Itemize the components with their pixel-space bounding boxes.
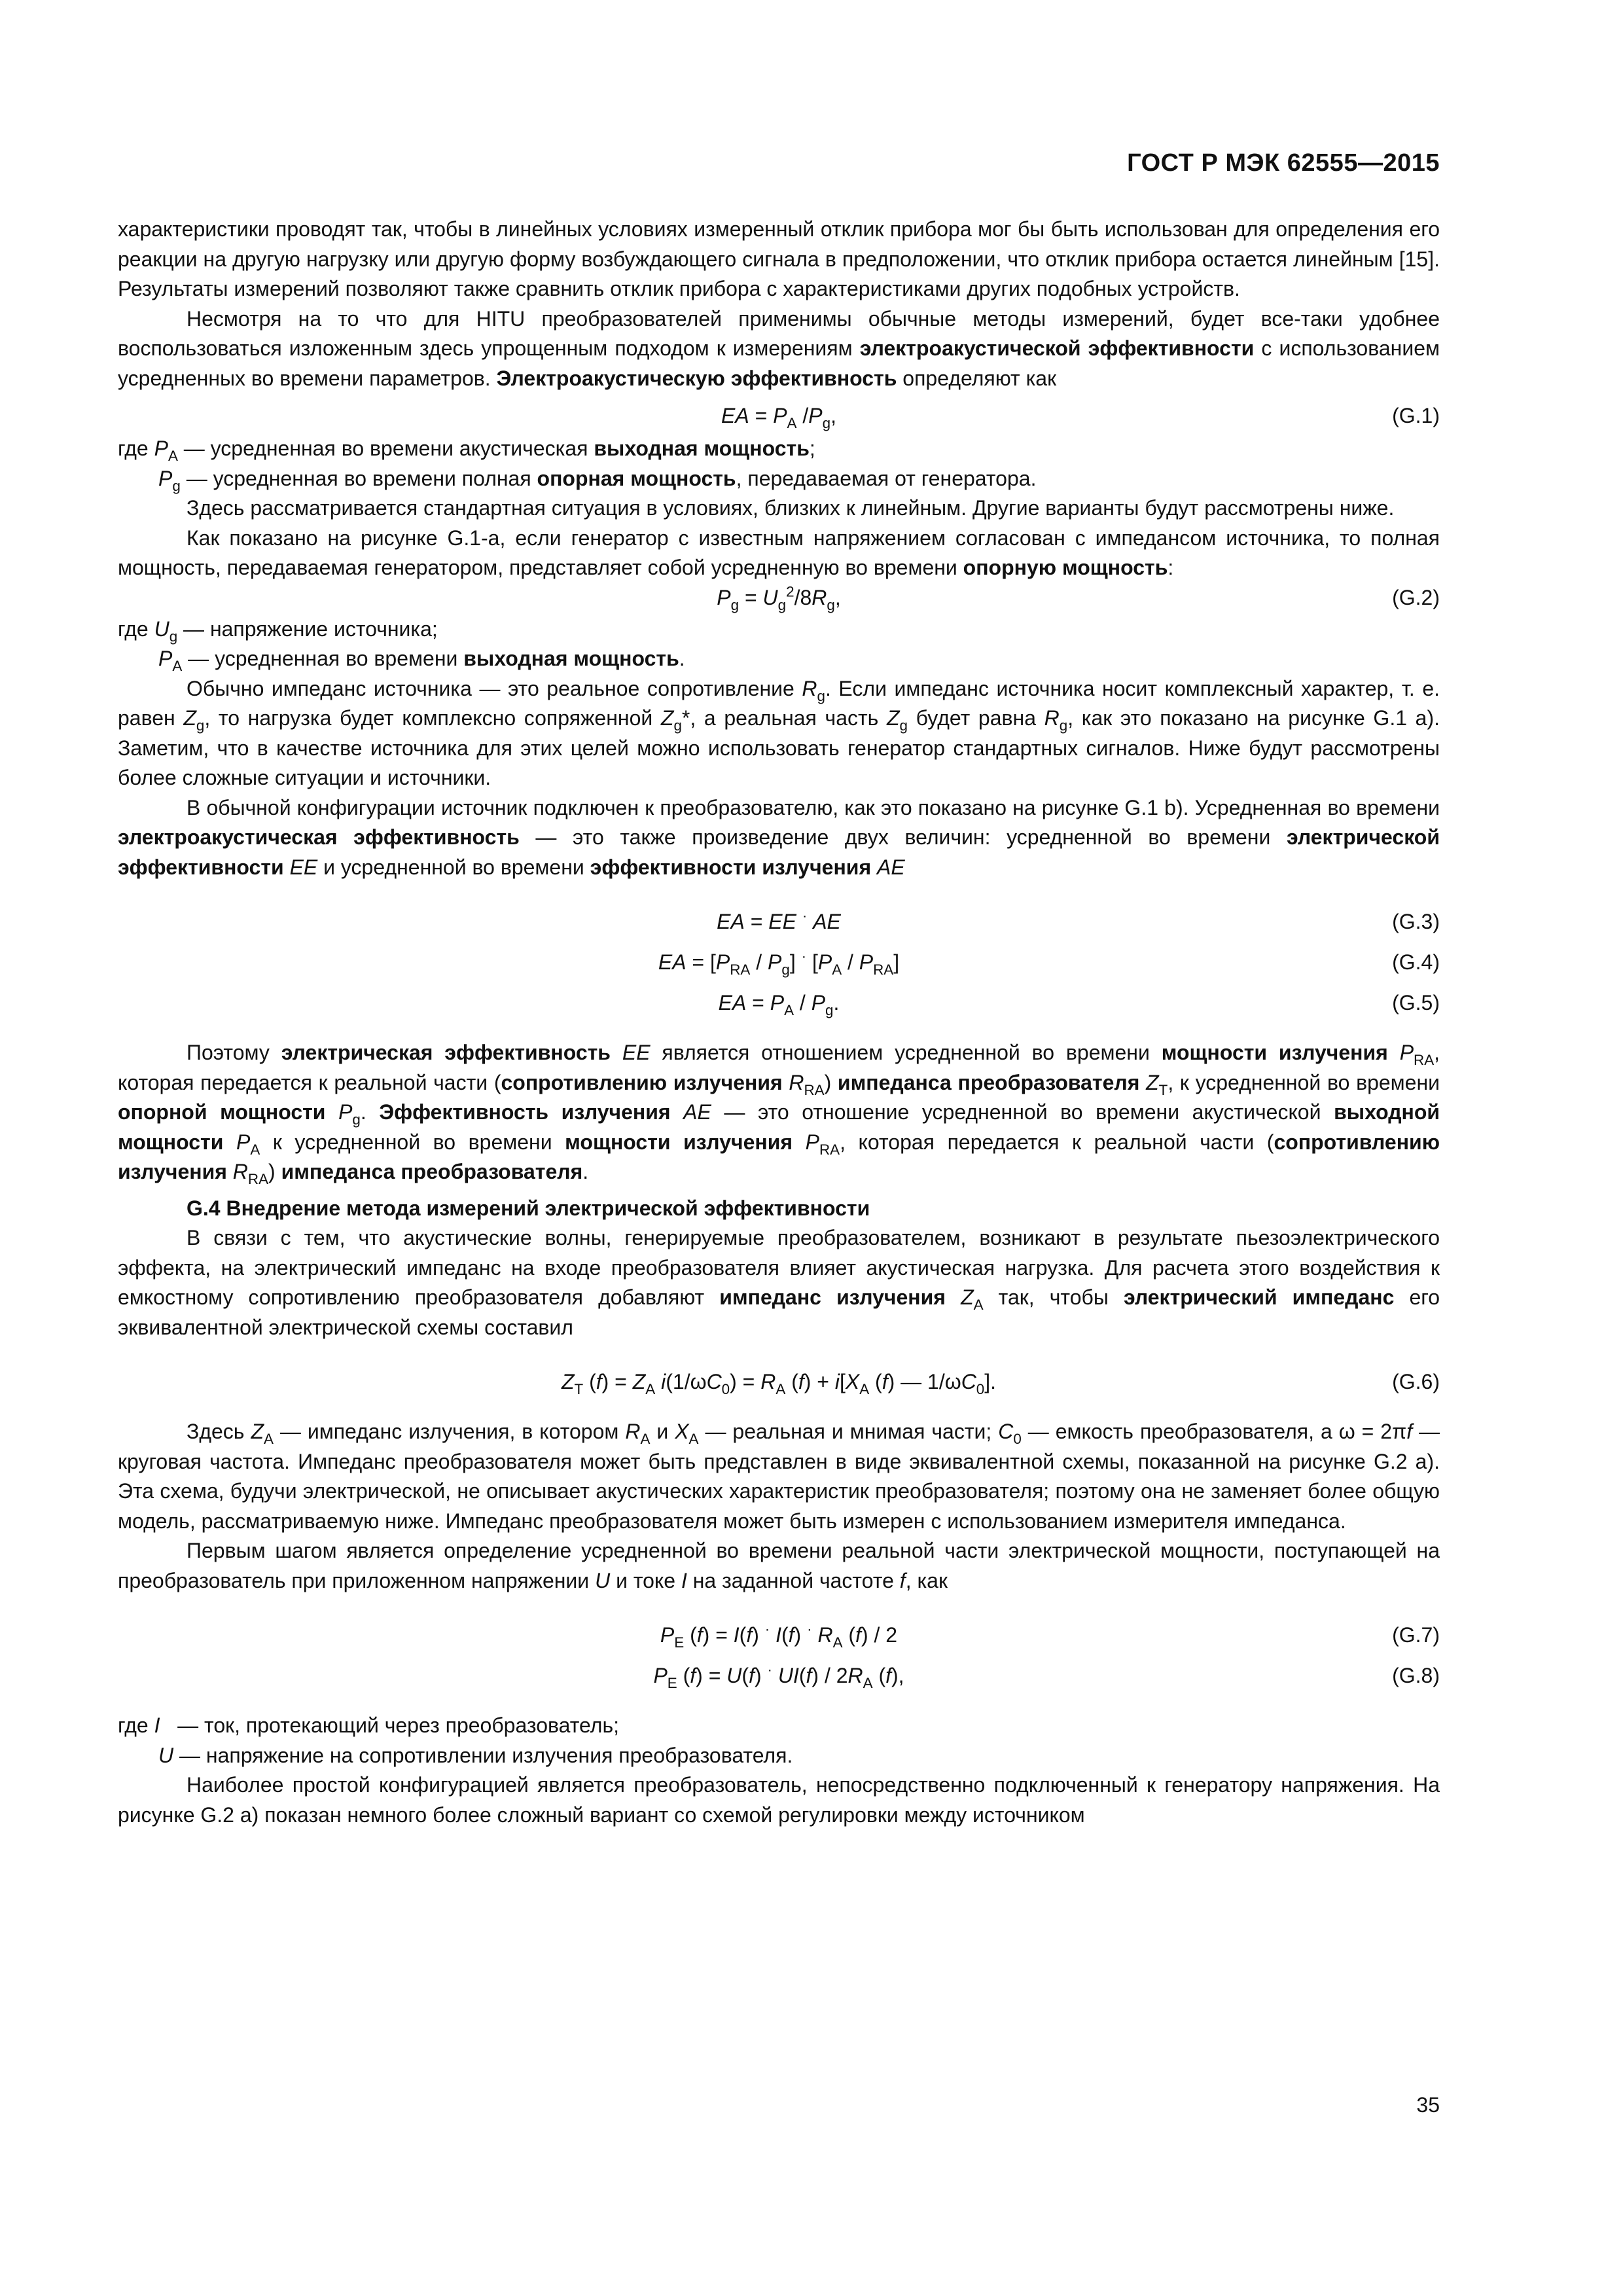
spacer <box>118 1596 1440 1613</box>
spacer <box>118 882 1440 899</box>
document-code-header: ГОСТ Р МЭК 62555—2015 <box>1127 149 1440 177</box>
page-number: 35 <box>1416 2093 1440 2117</box>
equation-number: (G.5) <box>1392 991 1440 1014</box>
paragraph: Первым шагом является определение усредненной во времени реальной части электрической мощности, поступающей на преобразователь при приложенном напряжении U и токе I на заданной частоте f, как <box>118 1539 1440 1592</box>
paragraph: В обычной конфигурации источник подключен к преобразователю, как это показано на рисунке G.1 b). Усредненная во времени электроакустическая эффективность — это также произведение двух величин: усредненной во времени электрической эффективности EE и усредненной во времени эффективности излучения AE <box>118 795 1440 879</box>
paragraph: Здесь рассматривается стандартная ситуация в условиях, близких к линейным. Другие варианты будут рассмотрены ниже. <box>187 496 1395 520</box>
spacer <box>118 1400 1440 1417</box>
equation-number: (G.4) <box>1392 950 1440 974</box>
paragraph: В связи с тем, что акустические волны, генерируемые преобразователем, возникают в результате пьезоэлектрического эффекта, на электрический импеданс на входе преобразователя влияет акустическая нагрузка. Для расчета этого воздействия к емкостному сопротивлению преобразователя добавляют импеданс излучения $Z_A$ так, чтобы электрический импеданс его эквивалентной электрической схемы составил <box>118 1226 1440 1339</box>
paragraph: Несмотря на то что для HITU преобразователей применимы обычные методы измерений, будет все-таки удобнее воспользоваться изложенным здесь упрощенным подходом к измерениям электроакустической эффективности с использованием усредненных во времени параметров. Электроакустическую эффективность определяют как <box>118 306 1440 390</box>
paragraph: Здесь $Z_A$ — импеданс излучения, в котором $R_A$ и $X_A$ — реальная и мнимая части; $C_0$ — емкость преобразователя, а ω = 2πf — круговая частота. Импеданс преобразователя может быть представлен в виде эквивалентной схемы, показанной на рисунке G.2 а). Эта схема, будучи электрической, не описывает акустических характеристик преобразователя; поэтому она не заменяет более общую модель, рассматриваемую ниже. Импеданс преобразователя может быть измерен с использованием измерителя импеданса. <box>118 1420 1440 1533</box>
equation-g1 <box>118 393 1440 434</box>
equation-number: (G.3) <box>1392 910 1440 933</box>
paragraph: Наиболее простой конфигурацией является преобразователь, непосредственно подключенный к генератору напряжения. На рисунке G.2 а) показан немного более сложный вариант со схемой регулировки между источником <box>118 1773 1440 1827</box>
equation-formula: EA = $P_A / P_g$. <box>718 991 840 1018</box>
equation-number: (G.6) <box>1392 1370 1440 1393</box>
equation-formula: $P_E$ (f) = U(f) · $UI(f) / 2R_A$ (f), <box>653 1661 904 1691</box>
where-clause: где $U_g$ — напряжение источника; <box>118 617 438 645</box>
equation-g5 <box>118 980 1440 1021</box>
spacer <box>118 1021 1440 1038</box>
equation-g7 <box>118 1613 1440 1653</box>
equation-formula: EA = EE · AE <box>717 907 841 933</box>
spacer <box>118 1694 1440 1711</box>
equation-formula: EA = $[P_{RA} / P_g]$ · $[P_A / P_{RA}]$ <box>658 948 900 978</box>
where-clause: U — напряжение на сопротивлении излучения преобразователя. <box>158 1743 793 1767</box>
spacer <box>118 1342 1440 1359</box>
where-clause: где I — ток, протекающий через преобразователь; <box>118 1713 620 1737</box>
equation-formula: EA = $P_A$ $/P_g$, <box>721 404 836 431</box>
paragraph: характеристики проводят так, чтобы в линейных условиях измеренный отклик прибора мог бы быть использован для определения его реакции на другую нагрузку или другую форму возбуждающего сигнала в предположении, что отклик прибора остается линейным [15]. Результаты измерений позволяют также сравнить отклик прибора с характеристиками других подобных устройств. <box>118 217 1440 300</box>
equation-formula: $P_E$ (f) = I(f) · I(f) · $R_A$ (f) / 2 <box>660 1621 898 1651</box>
paragraph: Обычно импеданс источника — это реальное сопротивление $R_g$. Если импеданс источника носит комплексный характер, т. е. равен $Z_g$, то нагрузка будет комплексно сопряженной $Z_g*$, а реальная часть $Z_g$ будет равна $R_g$, как это показано на рисунке G.1 а). Заметим, что в качестве источника для этих целей можно использовать генератор стандартных сигналов. Ниже будут рассмотрены более сложные ситуации и источники. <box>118 676 1440 789</box>
equation-g4 <box>118 940 1440 980</box>
equation-formula: $Z_T$ $(f) = Z_A$ $i(1/\omega C_0) = R_A$ $(f) + i[X_A$ (f) — $1/\omega C_0$]. <box>561 1370 997 1397</box>
page-body <box>118 215 1440 1830</box>
where-clause: $P_A$ — усредненная во времени выходная мощность. <box>158 647 685 674</box>
where-clause: $P_g$ — усредненная во времени полная опорная мощность, передаваемая от генератора. <box>158 466 1037 494</box>
section-heading: G.4 Внедрение метода измерений электрической эффективности <box>187 1196 870 1220</box>
equation-g6 <box>118 1359 1440 1400</box>
paragraph: Как показано на рисунке G.1-а, если генератор с известным напряжением согласован с импедансом источника, то полная мощность, передаваемая генератором, представляет собой усредненную во времени опорную мощность: <box>118 526 1440 579</box>
equation-number: (G.2) <box>1392 585 1440 609</box>
paragraph: Поэтому электрическая эффективность EE является отношением усредненной во времени мощности излучения $P_{RA}$, которая передается к реальной части (сопротивлению излучения $R_{RA}$) импеданса преобразователя $Z_T$, к усредненной во времени опорной мощности $P_g$. Эффективность излучения AE — это отношение усредненной во времени акустической выходной мощности $P_A$ к усредненной во времени мощности излучения $P_{RA}$, которая передается к реальной части (сопротивлению излучения $R_{RA}$) импеданса преобразователя. <box>118 1041 1440 1187</box>
equation-formula: $P_g = U_g^2/8R_g$, <box>717 583 841 613</box>
equation-number: (G.7) <box>1392 1623 1440 1647</box>
equation-number: (G.1) <box>1392 404 1440 427</box>
equation-number: (G.8) <box>1392 1664 1440 1687</box>
where-clause: где $P_A$ — усредненная во времени акустическая выходная мощность; <box>118 437 815 464</box>
equation-g8 <box>118 1653 1440 1694</box>
equation-g3 <box>118 899 1440 940</box>
equation-g2 <box>118 583 1440 615</box>
